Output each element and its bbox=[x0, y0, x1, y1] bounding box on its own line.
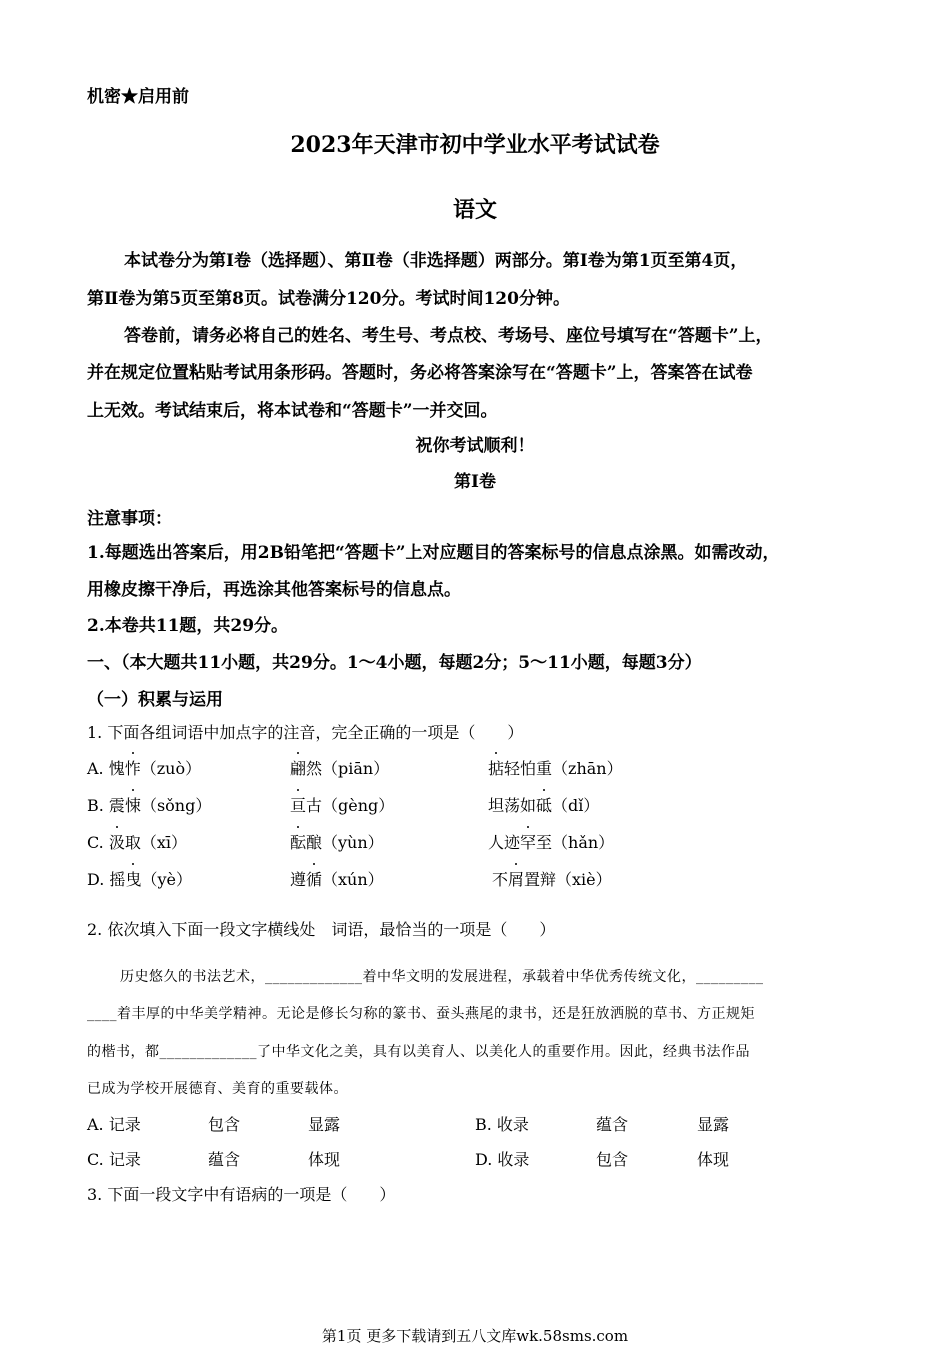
q2-option-b: B. 收录 bbox=[475, 1115, 529, 1134]
q2-option-d: D. 收录 bbox=[475, 1150, 530, 1169]
good-luck-text: 祝你考试顺利！ bbox=[415, 436, 535, 456]
question-1-stem: 1. 下面各组词语中加点字的注音，完全正确的一项是（ ） bbox=[87, 723, 524, 742]
question-2-stem: 2. 依次填入下面一段文字横线处 词语，最恰当的一项是（ ） bbox=[87, 920, 556, 939]
note-2: 2.本卷共11题，共29分。 bbox=[87, 616, 289, 636]
q2-option-word: 蕴含 bbox=[208, 1150, 241, 1169]
subsection-heading: （一）积累与运用 bbox=[87, 690, 223, 710]
q2-option-word: 体现 bbox=[697, 1150, 730, 1169]
notes-heading: 注意事项： bbox=[87, 509, 172, 529]
q2-option-word: 体现 bbox=[308, 1150, 341, 1169]
part-one-heading: 一、（本大题共11小题，共29分。1～4小题，每题2分；5～11小题，每题3分） bbox=[87, 653, 702, 673]
q2-option-c: C. 记录 bbox=[87, 1150, 141, 1169]
q2-option-word: 显露 bbox=[308, 1115, 341, 1134]
q2-option-word: 包含 bbox=[596, 1150, 629, 1169]
exam-title: 2023年天津市初中学业水平考试试卷 bbox=[290, 132, 660, 158]
page-footer: 第1页 更多下载请到五八文库wk.58sms.com bbox=[321, 1327, 629, 1345]
question-3-stem: 3. 下面一段文字中有语病的一项是（ ） bbox=[87, 1185, 396, 1204]
confidential-label: 机密★启用前 bbox=[87, 87, 189, 107]
q2-option-word: 显露 bbox=[697, 1115, 730, 1134]
subject-title: 语文 bbox=[452, 197, 497, 223]
q2-option-word: 蕴含 bbox=[596, 1115, 629, 1134]
q2-option-a: A. 记录 bbox=[87, 1115, 141, 1134]
q2-option-word: 包含 bbox=[208, 1115, 241, 1134]
volume-heading: 第Ⅰ卷 bbox=[454, 472, 496, 492]
